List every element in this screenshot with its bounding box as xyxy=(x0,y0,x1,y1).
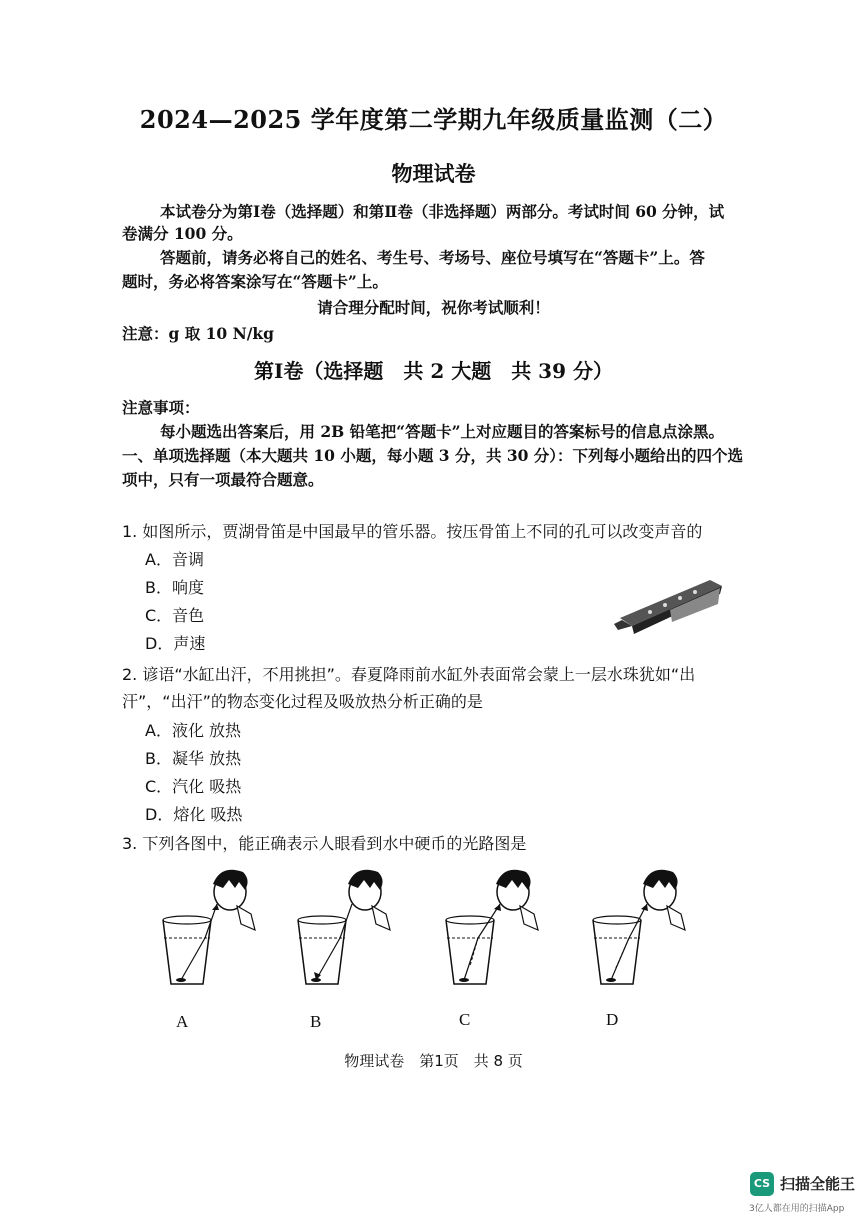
intro-line-2: 卷满分 100 分。 xyxy=(122,224,243,243)
q1-option-c: C．音色 xyxy=(145,606,205,625)
notice-label: 注意事项： xyxy=(122,398,200,417)
figure-a-label: A xyxy=(176,1012,189,1031)
exam-subtitle: 物理试卷 xyxy=(391,161,476,186)
exam-title: 2024—2025 学年度第二学期九年级质量监测（二） xyxy=(139,105,728,134)
wish-line: 请合理分配时间，祝你考试顺利！ xyxy=(317,298,550,317)
figure-c-label: C xyxy=(459,1010,471,1029)
q2-option-b: B．凝华 放热 xyxy=(145,749,242,768)
camscanner-tagline: 3亿人都在用的扫描App xyxy=(749,1204,845,1214)
figure-c-ray-diagram xyxy=(438,862,553,997)
intro-line-1: 本试卷分为第Ⅰ卷（选择题）和第Ⅱ卷（非选择题）两部分。考试时间 60 分钟，试 xyxy=(160,202,725,221)
bone-flute-image xyxy=(610,560,730,640)
page-footer: 物理试卷 第1页 共 8 页 xyxy=(344,1052,523,1070)
q1-stem: 1. 如图所示，贾湖骨笛是中国最早的管乐器。按压骨笛上不同的孔可以改变声音的 xyxy=(122,522,703,541)
notice-text: 每小题选出答案后，用 2B 铅笔把“答题卡”上对应题目的答案标号的信息点涂黑。 xyxy=(160,422,725,441)
q2-option-d: D．熔化 吸热 xyxy=(145,805,243,824)
q2-option-c: C．汽化 吸热 xyxy=(145,777,242,796)
intro-line-3: 答题前，请务必将自己的姓名、考生号、考场号、座位号填写在“答题卡”上。答 xyxy=(160,248,705,267)
camscanner-name: 扫描全能王 xyxy=(780,1175,856,1193)
gravity-note: 注意：g 取 10 N/kg xyxy=(122,324,275,343)
q1-option-d: D．声速 xyxy=(145,634,206,653)
camscanner-logo-icon: CS xyxy=(750,1172,774,1196)
part-heading-line-1: 一、单项选择题（本大题共 10 小题，每小题 3 分，共 30 分）：下列每小题给出的四个选 xyxy=(122,446,744,465)
figure-d-label: D xyxy=(606,1010,619,1029)
figure-a-ray-diagram xyxy=(155,862,270,997)
figure-b-ray-diagram xyxy=(290,862,405,997)
part-heading-line-2: 项中，只有一项最符合题意。 xyxy=(122,470,324,489)
intro-line-4: 题时，务必将答案涂写在“答题卡”上。 xyxy=(122,272,388,291)
q2-option-a: A．液化 放热 xyxy=(145,721,242,740)
q2-stem-line-1: 2. 谚语“水缸出汗，不用挑担”。春夏降雨前水缸外表面常会蒙上一层水珠犹如“出 xyxy=(122,665,696,684)
figure-b-label: B xyxy=(310,1012,322,1031)
section-title: 第Ⅰ卷（选择题 共 2 大题 共 39 分） xyxy=(254,359,613,383)
q2-stem-line-2: 汗”，“出汗”的物态变化过程及吸放热分析正确的是 xyxy=(122,692,483,711)
figure-d-ray-diagram xyxy=(585,862,700,997)
q1-option-b: B．响度 xyxy=(145,578,204,597)
q1-option-a: A．音调 xyxy=(145,550,204,569)
q3-stem: 3. 下列各图中，能正确表示人眼看到水中硬币的光路图是 xyxy=(122,834,527,853)
